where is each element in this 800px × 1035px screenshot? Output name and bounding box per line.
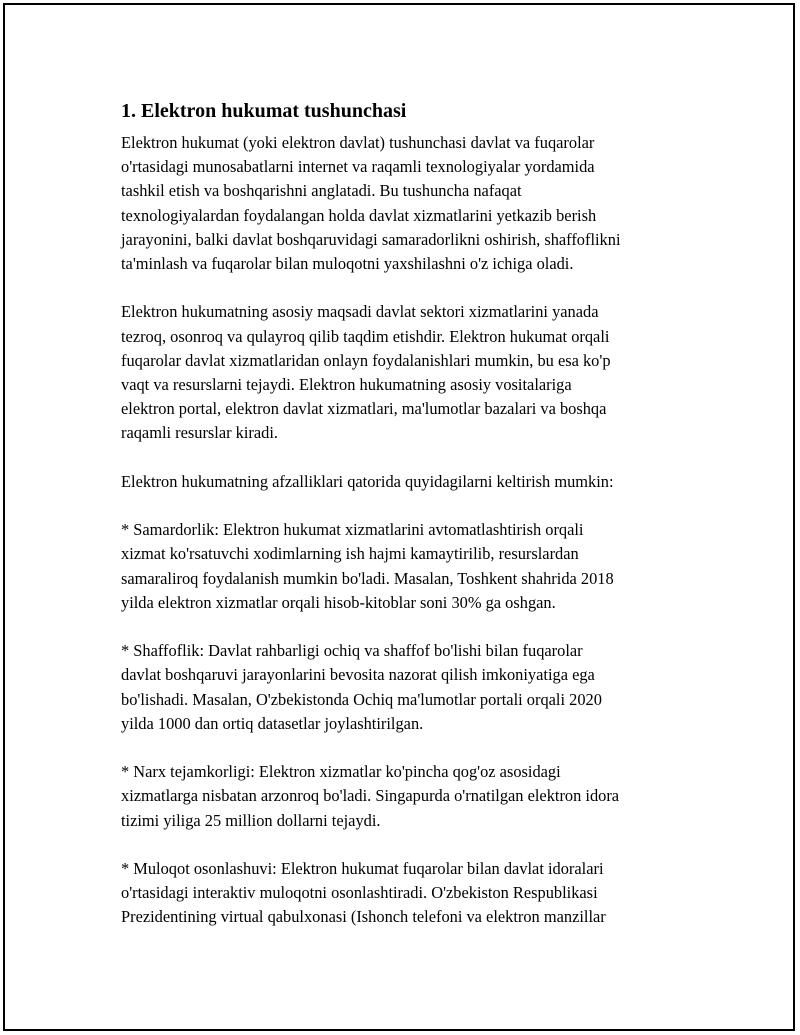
list-item-transparency <box>121 639 691 736</box>
text-line: Elektron hukumatning afzalliklari qatorida quyidagilarni keltirish mumkin: <box>121 471 614 491</box>
text-line: fuqarolar davlat xizmatlaridan onlayn foydalanishlari mumkin, bu esa ko'p <box>121 350 611 370</box>
text-line: raqamli resurslar kiradi. <box>121 423 279 443</box>
text-line: elektron portal, elektron davlat xizmatlari, ma'lumotlar bazalari va boshqa <box>121 399 607 419</box>
text-line: Elektron hukumatning asosiy maqsadi davlat sektori xizmatlarini yanada <box>121 302 599 322</box>
document-body <box>121 97 691 954</box>
text-line: * Shaffoflik: Davlat rahbarligi ochiq va shaffof bo'lishi bilan fuqarolar <box>121 641 583 661</box>
text-line: yilda elektron xizmatlar orqali hisob-kitoblar soni 30% ga oshgan. <box>121 592 556 612</box>
text-line: xizmatlarga nisbatan arzonroq bo'ladi. Singapurda o'rnatilgan elektron idora <box>121 786 620 806</box>
paragraph-purpose <box>121 300 691 445</box>
list-item-efficiency <box>121 518 691 615</box>
text-line: * Samardorlik: Elektron hukumat xizmatlarini avtomatlashtirish orqali <box>121 520 584 540</box>
text-line: Prezidentining virtual qabulxonasi (Ishonch telefoni va elektron manzillar <box>121 907 606 927</box>
text-line: * Narx tejamkorligi: Elektron xizmatlar ko'pincha qog'oz asosidagi <box>121 762 561 782</box>
text-line: vaqt va resurslarni tejaydi. Elektron hukumatning asosiy vositalariga <box>121 375 572 395</box>
text-line: samaraliroq foydalanish mumkin bo'ladi. Masalan, Toshkent shahrida 2018 <box>121 568 614 588</box>
text-line: * Muloqot osonlashuvi: Elektron hukumat fuqarolar bilan davlat idoralari <box>121 859 604 878</box>
list-item-communication <box>121 857 691 930</box>
text-line: jarayonini, balki davlat boshqaruvidagi samaradorlikni oshirish, shaffoflikni <box>121 229 621 249</box>
text-line: tezroq, osonroq va qulayroq qilib taqdim etishdir. Elektron hukumat orqali <box>121 326 610 346</box>
text-line: davlat boshqaruvi jarayonlarini bevosita nazorat qilish imkoniyatiga ega <box>121 665 595 685</box>
paragraph-definition <box>121 131 691 276</box>
text-line: o'rtasidagi interaktiv muloqotni osonlashtiradi. O'zbekiston Respublikasi <box>121 883 598 903</box>
text-line: xizmat ko'rsatuvchi xodimlarning ish hajmi kamaytirilib, resurslardan <box>121 544 579 564</box>
page-frame <box>3 3 795 1031</box>
text-line: tizimi yiliga 25 million dollarni tejaydi. <box>121 810 381 830</box>
text-line: Elektron hukumat (yoki elektron davlat) tushunchasi davlat va fuqarolar <box>121 133 595 152</box>
text-line: tashkil etish va boshqarishni anglatadi. Bu tushuncha nafaqat <box>121 181 522 201</box>
text-line: bo'lishadi. Masalan, O'zbekistonda Ochiq ma'lumotlar portali orqali 2020 <box>121 689 602 709</box>
text-line: o'rtasidagi munosabatlarni internet va raqamli texnologiyalar yordamida <box>121 157 595 177</box>
paragraph-advantages-intro <box>121 470 691 494</box>
section-heading: 1. Elektron hukumat tushunchasi <box>121 100 407 122</box>
text-line: texnologiyalardan foydalangan holda davlat xizmatlarini yetkazib berish <box>121 205 597 225</box>
text-line: ta'minlash va fuqarolar bilan muloqotni yaxshilashni o'z ichiga oladi. <box>121 254 574 274</box>
list-item-cost-saving <box>121 760 691 833</box>
text-line: yilda 1000 dan ortiq datasetlar joylashtirilgan. <box>121 713 424 733</box>
